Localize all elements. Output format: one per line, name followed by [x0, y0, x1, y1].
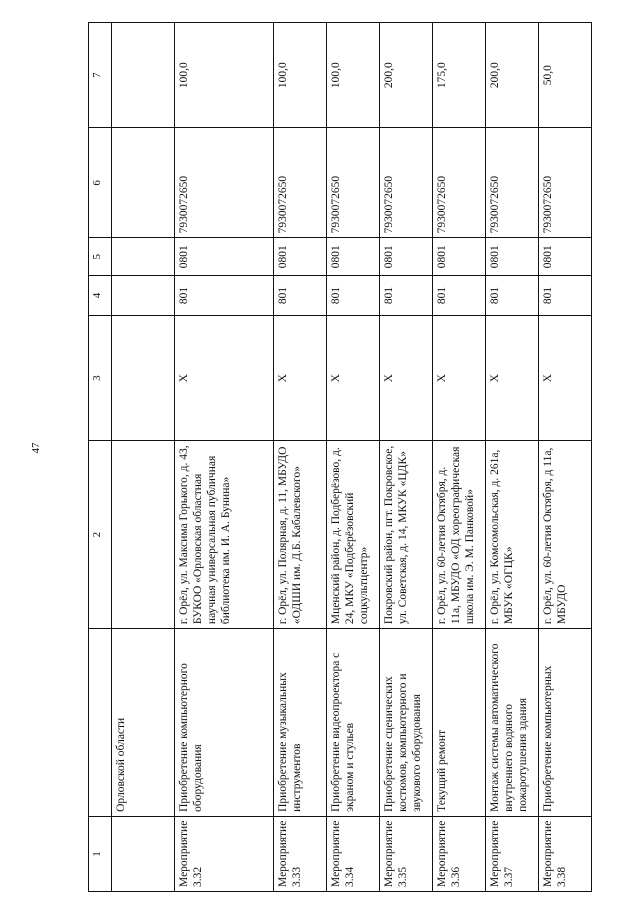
row-name: Монтаж системы автоматического внутреннего водяного пожаротушения здания	[486, 629, 539, 817]
row-c3: Х	[327, 316, 380, 441]
row-id: Мероприятие 3.33	[274, 816, 327, 891]
section-label: Орловской области	[112, 629, 175, 817]
row-name: Приобретение сценических костюмов, компьютерного и звукового оборудования	[380, 629, 433, 817]
row-address: Покровский район, пгт. Покровское, ул. Советская, д. 14, МКУК «ЦДК»	[380, 441, 433, 629]
row-c3: Х	[274, 316, 327, 441]
row-address: г. Орёл, ул. Комсомольская, д. 261а, МБУК «ОГЦК»	[486, 441, 539, 629]
row-c7: 100,0	[327, 23, 380, 128]
row-c7: 200,0	[486, 23, 539, 128]
header-col-7: 7	[89, 23, 112, 128]
row-c3: Х	[486, 316, 539, 441]
header-col-4: 4	[89, 275, 112, 315]
row-id: Мероприятие 3.35	[380, 816, 433, 891]
table-row	[433, 23, 486, 892]
table-row	[274, 23, 327, 892]
header-col-3: 3	[89, 316, 112, 441]
row-c6: 7930072650	[274, 128, 327, 238]
row-c3: Х	[175, 316, 274, 441]
table-row	[175, 23, 274, 892]
row-c4: 801	[380, 275, 433, 315]
table-row	[486, 23, 539, 892]
row-address: г. Орёл, ул. Максима Горького, д. 43, БУКОО «Орловская областная научная универсальная публичная библиотека им. И. А. Бунина»	[175, 441, 274, 629]
header-col-1: 1	[89, 816, 112, 891]
row-c4: 801	[327, 275, 380, 315]
header-col-5: 5	[89, 238, 112, 276]
row-c7: 100,0	[175, 23, 274, 128]
row-c6: 7930072650	[539, 128, 592, 238]
table-cell	[112, 441, 175, 629]
row-address: г. Орёл, ул. 60-летия Октября, д. 11а, МБУДО «ОД хореографическая школа им. Э. М. Панковой»	[433, 441, 486, 629]
row-address: г. Орёл, ул. Полярная, д. 11, МБУДО «ОДШИ им. Д.Б. Кабалевского»	[274, 441, 327, 629]
row-address: г. Орёл, ул. 60-летия Октября, д 11а, МБУДО	[539, 441, 592, 629]
budget-table	[88, 22, 592, 892]
table-cell	[112, 316, 175, 441]
header-col-1b	[89, 629, 112, 817]
row-c5: 0801	[433, 238, 486, 276]
row-address: Мценский район, д. Подберёзово, д. 24, МКУ «Подберёзовский соцкультцентр»	[327, 441, 380, 629]
row-name: Приобретение видеопроектора с экраном и стульев	[327, 629, 380, 817]
table-row	[380, 23, 433, 892]
table-row	[539, 23, 592, 892]
row-c7: 175,0	[433, 23, 486, 128]
header-row	[89, 23, 112, 892]
row-c5: 0801	[175, 238, 274, 276]
table-row	[327, 23, 380, 892]
row-c5: 0801	[486, 238, 539, 276]
row-id: Мероприятие 3.38	[539, 816, 592, 891]
row-c4: 801	[175, 275, 274, 315]
row-c5: 0801	[539, 238, 592, 276]
row-c4: 801	[433, 275, 486, 315]
table-cell	[112, 23, 175, 128]
table-cell	[112, 238, 175, 276]
row-c7: 50,0	[539, 23, 592, 128]
page-number: 47	[30, 442, 42, 454]
row-c4: 801	[539, 275, 592, 315]
row-name: Текущий ремонт	[433, 629, 486, 817]
row-c4: 801	[274, 275, 327, 315]
row-c3: Х	[539, 316, 592, 441]
row-id: Мероприятие 3.34	[327, 816, 380, 891]
row-c5: 0801	[380, 238, 433, 276]
row-c6: 7930072650	[175, 128, 274, 238]
row-c5: 0801	[327, 238, 380, 276]
row-c3: Х	[433, 316, 486, 441]
table-cell	[112, 128, 175, 238]
section-blank	[112, 816, 175, 891]
header-col-2: 2	[89, 441, 112, 629]
budget-table-rotated	[88, 22, 608, 892]
row-c6: 7930072650	[486, 128, 539, 238]
header-col-6: 6	[89, 128, 112, 238]
row-id: Мероприятие 3.32	[175, 816, 274, 891]
row-c5: 0801	[274, 238, 327, 276]
section-row	[112, 23, 175, 892]
row-id: Мероприятие 3.36	[433, 816, 486, 891]
row-name: Приобретение компьютерного оборудования	[175, 629, 274, 817]
row-name: Приобретение компьютерных	[539, 629, 592, 817]
row-c4: 801	[486, 275, 539, 315]
row-c6: 7930072650	[433, 128, 486, 238]
row-id: Мероприятие 3.37	[486, 816, 539, 891]
table-cell	[112, 275, 175, 315]
row-c3: Х	[380, 316, 433, 441]
row-name: Приобретение музыкальных инструментов	[274, 629, 327, 817]
row-c7: 200,0	[380, 23, 433, 128]
row-c7: 100,0	[274, 23, 327, 128]
row-c6: 7930072650	[380, 128, 433, 238]
row-c6: 7930072650	[327, 128, 380, 238]
